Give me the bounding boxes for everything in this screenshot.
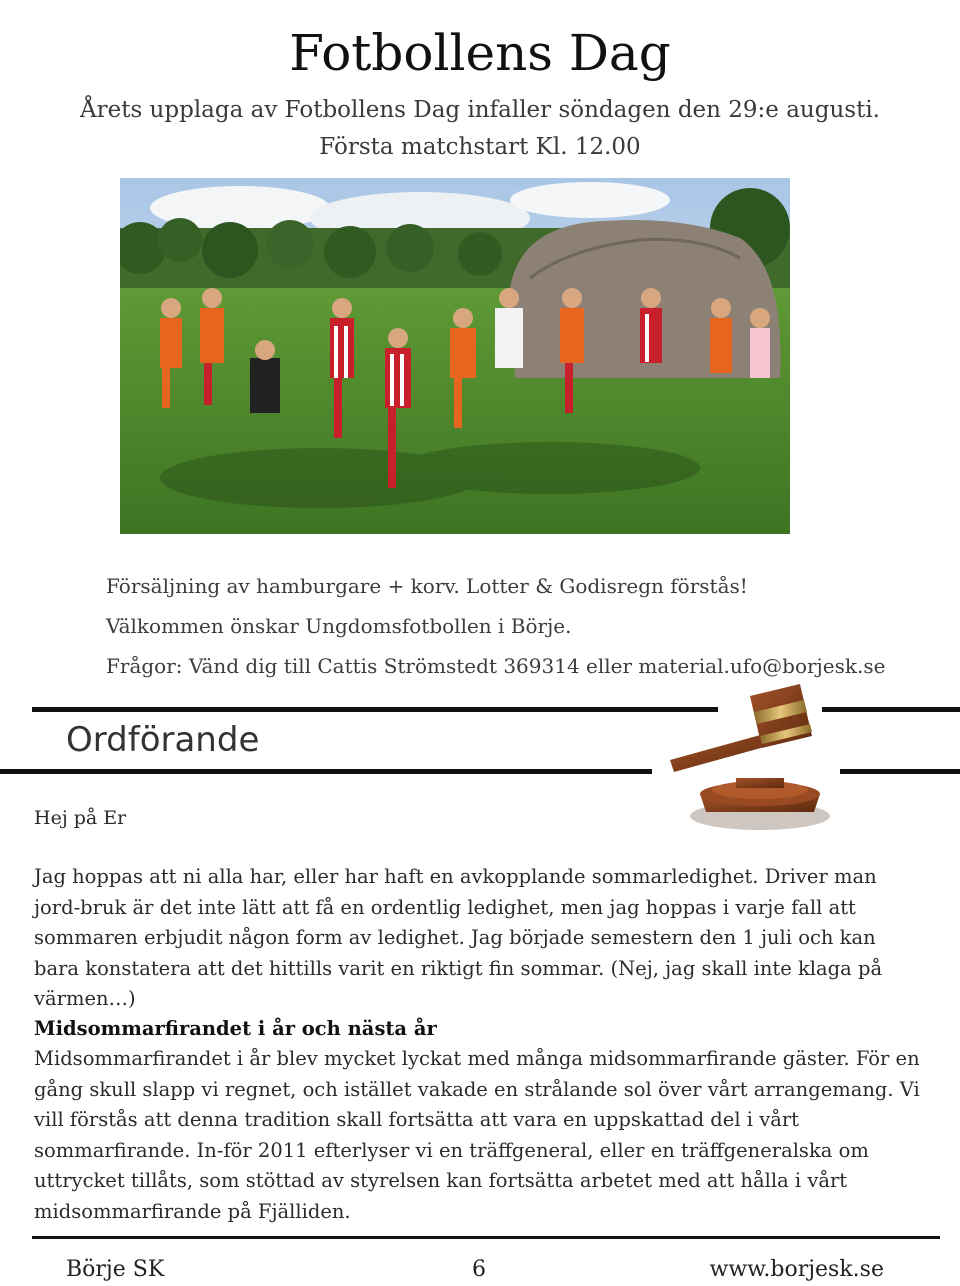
- footer-rule: [32, 1236, 940, 1239]
- footer-url[interactable]: www.borjesk.se: [709, 1257, 884, 1282]
- event-date-line: Årets upplaga av Fotbollens Dag infaller söndagen den 29:e augusti.: [79, 97, 880, 123]
- footer-club: Börje SK: [66, 1257, 165, 1282]
- event-info: [106, 566, 885, 686]
- body-paragraph: Midsommarfirandet i år blev mycket lyckat med många midsommarfirande gäster. För en gång skull slapp vi regnet, och istället vakade en strålande sol över vårt arrangemang. Vi vill förstås att denna tradition skall fortsätta att vara en uppskattad del i vårt sommarfirande. In-för 2011 efterlyser vi en träffgeneral, eller en träffgeneralska om uttrycket tillåts, som stöttad av styrelsen kan fortsätta arbetet med att hålla i vårt midsommarfirande på Fjälliden.: [34, 1047, 920, 1223]
- page-title: Fotbollens Dag: [289, 24, 671, 82]
- section-rule-top-left: [32, 707, 718, 712]
- body-paragraph: Jag hoppas att ni alla har, eller har haft en avkopplande sommarledighet. Driver man jord-bruk är det inte lätt att få en ordentlig ledighet, men jag hoppas i varje fall att sommaren erbjudit någon form av ledighet. Jag började semestern den 1 juli och kan bara konstatera att det hittills varit en riktigt fin sommar. (Nej, jag skall inte klaga på värmen…): [34, 865, 883, 1011]
- section-rule-bottom-left: [0, 769, 652, 774]
- event-start-line: Första matchstart Kl. 12.00: [319, 134, 641, 160]
- info-sales-line: Försäljning av hamburgare + korv. Lotter & Godisregn förstås!: [106, 574, 748, 598]
- event-subtitle: [0, 92, 960, 166]
- info-welcome-line: Välkommen önskar Ungdomsfotbollen i Börje.: [106, 614, 572, 638]
- midsommar-heading: Midsommarfirandet i år och nästa år: [34, 1017, 437, 1040]
- section-rule-bottom-right: [840, 769, 960, 774]
- gavel-icon: [652, 676, 838, 836]
- page-number: 6: [472, 1257, 486, 1282]
- greeting: Hej på Er: [34, 807, 127, 829]
- info-contact-line: Frågor: Vänd dig till Cattis Strömstedt 369314 eller material.ufo@borjesk.se: [106, 654, 886, 678]
- football-team-photo: [120, 178, 790, 534]
- midsommar-body: [34, 1044, 930, 1228]
- section-heading-ordforande: Ordförande: [66, 720, 260, 760]
- section-rule-top-right: [822, 707, 960, 712]
- ordforande-body: [34, 862, 906, 1015]
